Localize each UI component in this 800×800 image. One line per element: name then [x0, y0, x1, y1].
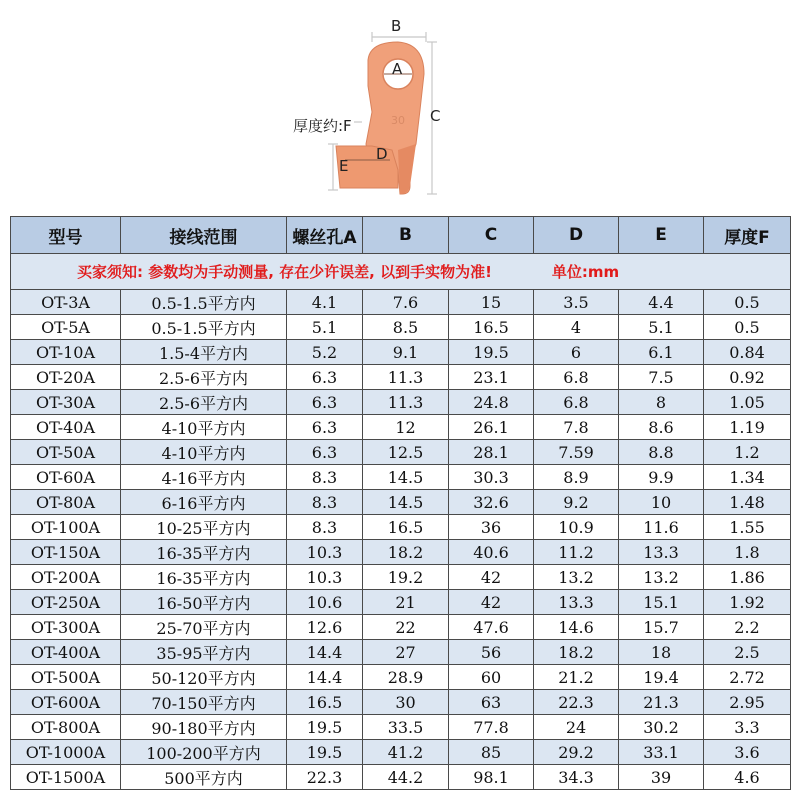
cell-c: 77.8 — [449, 715, 534, 740]
cell-e: 39 — [619, 765, 704, 790]
cell-thickness-f: 2.72 — [704, 665, 791, 690]
cell-model: OT-250A — [11, 590, 121, 615]
cell-wire-range: 4-10平方内 — [121, 440, 287, 465]
cell-c: 36 — [449, 515, 534, 540]
cell-wire-range: 50-120平方内 — [121, 665, 287, 690]
cell-screw-hole-a: 4.1 — [287, 290, 363, 315]
table-row — [11, 315, 791, 340]
cell-e: 13.2 — [619, 565, 704, 590]
cell-thickness-f: 0.5 — [704, 315, 791, 340]
table-row — [11, 590, 791, 615]
cell-b: 12 — [363, 415, 449, 440]
cell-e: 10 — [619, 490, 704, 515]
cell-e: 33.1 — [619, 740, 704, 765]
label-b: B — [391, 17, 402, 35]
cell-screw-hole-a: 6.3 — [287, 415, 363, 440]
cell-thickness-f: 1.48 — [704, 490, 791, 515]
label-d: D — [376, 145, 388, 163]
cell-c: 47.6 — [449, 615, 534, 640]
cell-d: 6.8 — [534, 390, 619, 415]
header-screw-hole-a: 螺丝孔A — [287, 217, 363, 254]
notice-cell — [11, 254, 791, 290]
cell-c: 42 — [449, 590, 534, 615]
cell-d: 8.9 — [534, 465, 619, 490]
cell-wire-range: 100-200平方内 — [121, 740, 287, 765]
cell-wire-range: 70-150平方内 — [121, 690, 287, 715]
cell-b: 11.3 — [363, 390, 449, 415]
cell-d: 7.8 — [534, 415, 619, 440]
cell-screw-hole-a: 10.3 — [287, 540, 363, 565]
cell-screw-hole-a: 8.3 — [287, 490, 363, 515]
cell-b: 9.1 — [363, 340, 449, 365]
cell-thickness-f: 2.95 — [704, 690, 791, 715]
table-row — [11, 540, 791, 565]
cell-c: 60 — [449, 665, 534, 690]
cell-thickness-f: 1.34 — [704, 465, 791, 490]
cell-wire-range: 0.5-1.5平方内 — [121, 290, 287, 315]
cell-d: 18.2 — [534, 640, 619, 665]
cell-e: 8.6 — [619, 415, 704, 440]
cell-model: OT-20A — [11, 365, 121, 390]
unit-label: 单位:mm — [551, 263, 620, 281]
cell-wire-range: 0.5-1.5平方内 — [121, 315, 287, 340]
cell-d: 34.3 — [534, 765, 619, 790]
cell-c: 63 — [449, 690, 534, 715]
table-row — [11, 715, 791, 740]
header-d: D — [534, 217, 619, 254]
cell-e: 11.6 — [619, 515, 704, 540]
cell-wire-range: 2.5-6平方内 — [121, 390, 287, 415]
cell-b: 7.6 — [363, 290, 449, 315]
cell-wire-range: 4-10平方内 — [121, 415, 287, 440]
cell-e: 6.1 — [619, 340, 704, 365]
cell-d: 9.2 — [534, 490, 619, 515]
cell-model: OT-150A — [11, 540, 121, 565]
cell-screw-hole-a: 14.4 — [287, 665, 363, 690]
cell-c: 28.1 — [449, 440, 534, 465]
cell-e: 13.3 — [619, 540, 704, 565]
cell-d: 29.2 — [534, 740, 619, 765]
cell-screw-hole-a: 8.3 — [287, 465, 363, 490]
cell-wire-range: 35-95平方内 — [121, 640, 287, 665]
cell-model: OT-400A — [11, 640, 121, 665]
table-row — [11, 415, 791, 440]
label-e: E — [339, 157, 349, 175]
cell-e: 15.1 — [619, 590, 704, 615]
table-row — [11, 490, 791, 515]
cell-wire-range: 1.5-4平方内 — [121, 340, 287, 365]
header-model: 型号 — [11, 217, 121, 254]
cell-model: OT-80A — [11, 490, 121, 515]
cell-b: 14.5 — [363, 490, 449, 515]
cell-d: 3.5 — [534, 290, 619, 315]
spec-table — [10, 216, 791, 790]
cell-model: OT-100A — [11, 515, 121, 540]
cell-b: 27 — [363, 640, 449, 665]
cell-b: 22 — [363, 615, 449, 640]
notice-row — [11, 254, 791, 290]
cell-screw-hole-a: 14.4 — [287, 640, 363, 665]
cell-thickness-f: 1.92 — [704, 590, 791, 615]
cell-c: 42 — [449, 565, 534, 590]
cell-screw-hole-a: 19.5 — [287, 740, 363, 765]
cell-e: 30.2 — [619, 715, 704, 740]
lug-diagram — [0, 0, 800, 212]
table-row — [11, 440, 791, 465]
cell-c: 15 — [449, 290, 534, 315]
cell-b: 18.2 — [363, 540, 449, 565]
cell-b: 8.5 — [363, 315, 449, 340]
cell-b: 11.3 — [363, 365, 449, 390]
cell-c: 19.5 — [449, 340, 534, 365]
cell-model: OT-3A — [11, 290, 121, 315]
cell-b: 33.5 — [363, 715, 449, 740]
table-row — [11, 640, 791, 665]
cell-screw-hole-a: 5.2 — [287, 340, 363, 365]
cell-d: 22.3 — [534, 690, 619, 715]
table-row — [11, 615, 791, 640]
cell-thickness-f: 3.6 — [704, 740, 791, 765]
buyer-notice: 买家须知: 参数均为手动测量, 存在少许误差, 以到手实物为准! — [77, 263, 492, 281]
cell-wire-range: 6-16平方内 — [121, 490, 287, 515]
cell-screw-hole-a: 5.1 — [287, 315, 363, 340]
cell-b: 44.2 — [363, 765, 449, 790]
cell-d: 7.59 — [534, 440, 619, 465]
cell-screw-hole-a: 16.5 — [287, 690, 363, 715]
cell-c: 24.8 — [449, 390, 534, 415]
table-row — [11, 765, 791, 790]
cell-thickness-f: 4.6 — [704, 765, 791, 790]
table-row — [11, 740, 791, 765]
cell-e: 15.7 — [619, 615, 704, 640]
cell-wire-range: 25-70平方内 — [121, 615, 287, 640]
cell-d: 10.9 — [534, 515, 619, 540]
cell-screw-hole-a: 6.3 — [287, 440, 363, 465]
cell-thickness-f: 0.5 — [704, 290, 791, 315]
cell-c: 16.5 — [449, 315, 534, 340]
cell-screw-hole-a: 19.5 — [287, 715, 363, 740]
table-row — [11, 690, 791, 715]
cell-thickness-f: 1.19 — [704, 415, 791, 440]
cell-d: 6.8 — [534, 365, 619, 390]
cell-thickness-f: 1.8 — [704, 540, 791, 565]
cell-model: OT-40A — [11, 415, 121, 440]
cell-c: 40.6 — [449, 540, 534, 565]
cell-wire-range: 90-180平方内 — [121, 715, 287, 740]
header-b: B — [363, 217, 449, 254]
cell-thickness-f: 2.2 — [704, 615, 791, 640]
cell-wire-range: 16-50平方内 — [121, 590, 287, 615]
cell-e: 8 — [619, 390, 704, 415]
cell-thickness-f: 2.5 — [704, 640, 791, 665]
cell-thickness-f: 1.05 — [704, 390, 791, 415]
cell-screw-hole-a: 12.6 — [287, 615, 363, 640]
label-thickness: 厚度约:F — [293, 117, 352, 135]
cell-b: 19.2 — [363, 565, 449, 590]
cell-d: 13.2 — [534, 565, 619, 590]
cell-model: OT-300A — [11, 615, 121, 640]
cell-d: 14.6 — [534, 615, 619, 640]
cell-screw-hole-a: 8.3 — [287, 515, 363, 540]
cell-c: 85 — [449, 740, 534, 765]
label-a: A — [392, 60, 403, 78]
cell-d: 13.3 — [534, 590, 619, 615]
cell-e: 18 — [619, 640, 704, 665]
header-wire-range: 接线范围 — [121, 217, 287, 254]
table-header-row — [11, 217, 791, 254]
cell-e: 21.3 — [619, 690, 704, 715]
cell-model: OT-10A — [11, 340, 121, 365]
header-thickness-f: 厚度F — [704, 217, 791, 254]
table-row — [11, 390, 791, 415]
cell-screw-hole-a: 6.3 — [287, 365, 363, 390]
cell-thickness-f: 3.3 — [704, 715, 791, 740]
cell-e: 19.4 — [619, 665, 704, 690]
cell-b: 21 — [363, 590, 449, 615]
table-row — [11, 665, 791, 690]
cell-c: 32.6 — [449, 490, 534, 515]
header-c: C — [449, 217, 534, 254]
cell-model: OT-200A — [11, 565, 121, 590]
cell-c: 26.1 — [449, 415, 534, 440]
cell-model: OT-600A — [11, 690, 121, 715]
cell-thickness-f: 1.86 — [704, 565, 791, 590]
cell-b: 30 — [363, 690, 449, 715]
table-row — [11, 565, 791, 590]
cell-d: 4 — [534, 315, 619, 340]
cell-c: 98.1 — [449, 765, 534, 790]
cell-e: 9.9 — [619, 465, 704, 490]
cell-b: 28.9 — [363, 665, 449, 690]
cell-d: 21.2 — [534, 665, 619, 690]
table-row — [11, 465, 791, 490]
table-row — [11, 340, 791, 365]
cell-thickness-f: 0.92 — [704, 365, 791, 390]
cell-model: OT-60A — [11, 465, 121, 490]
cell-wire-range: 10-25平方内 — [121, 515, 287, 540]
cell-model: OT-1500A — [11, 765, 121, 790]
cell-e: 4.4 — [619, 290, 704, 315]
cell-screw-hole-a: 22.3 — [287, 765, 363, 790]
cell-model: OT-800A — [11, 715, 121, 740]
cell-e: 7.5 — [619, 365, 704, 390]
cell-thickness-f: 1.55 — [704, 515, 791, 540]
header-e: E — [619, 217, 704, 254]
table-row — [11, 365, 791, 390]
cell-thickness-f: 0.84 — [704, 340, 791, 365]
cell-wire-range: 4-16平方内 — [121, 465, 287, 490]
cell-b: 12.5 — [363, 440, 449, 465]
cell-thickness-f: 1.2 — [704, 440, 791, 465]
cell-wire-range: 2.5-6平方内 — [121, 365, 287, 390]
cell-b: 14.5 — [363, 465, 449, 490]
label-c: C — [430, 107, 441, 125]
cell-c: 30.3 — [449, 465, 534, 490]
cell-model: OT-1000A — [11, 740, 121, 765]
cell-screw-hole-a: 10.6 — [287, 590, 363, 615]
cell-e: 8.8 — [619, 440, 704, 465]
cell-e: 5.1 — [619, 315, 704, 340]
cell-wire-range: 16-35平方内 — [121, 540, 287, 565]
cell-d: 6 — [534, 340, 619, 365]
cell-wire-range: 500平方内 — [121, 765, 287, 790]
table-row — [11, 290, 791, 315]
cell-model: OT-50A — [11, 440, 121, 465]
cell-model: OT-30A — [11, 390, 121, 415]
cell-screw-hole-a: 6.3 — [287, 390, 363, 415]
cell-c: 56 — [449, 640, 534, 665]
table-row — [11, 515, 791, 540]
cell-c: 23.1 — [449, 365, 534, 390]
cell-b: 41.2 — [363, 740, 449, 765]
cell-d: 24 — [534, 715, 619, 740]
cell-model: OT-5A — [11, 315, 121, 340]
lug-stamp: 30 — [391, 114, 405, 127]
cell-b: 16.5 — [363, 515, 449, 540]
cell-d: 11.2 — [534, 540, 619, 565]
cell-screw-hole-a: 10.3 — [287, 565, 363, 590]
cell-wire-range: 16-35平方内 — [121, 565, 287, 590]
cell-model: OT-500A — [11, 665, 121, 690]
